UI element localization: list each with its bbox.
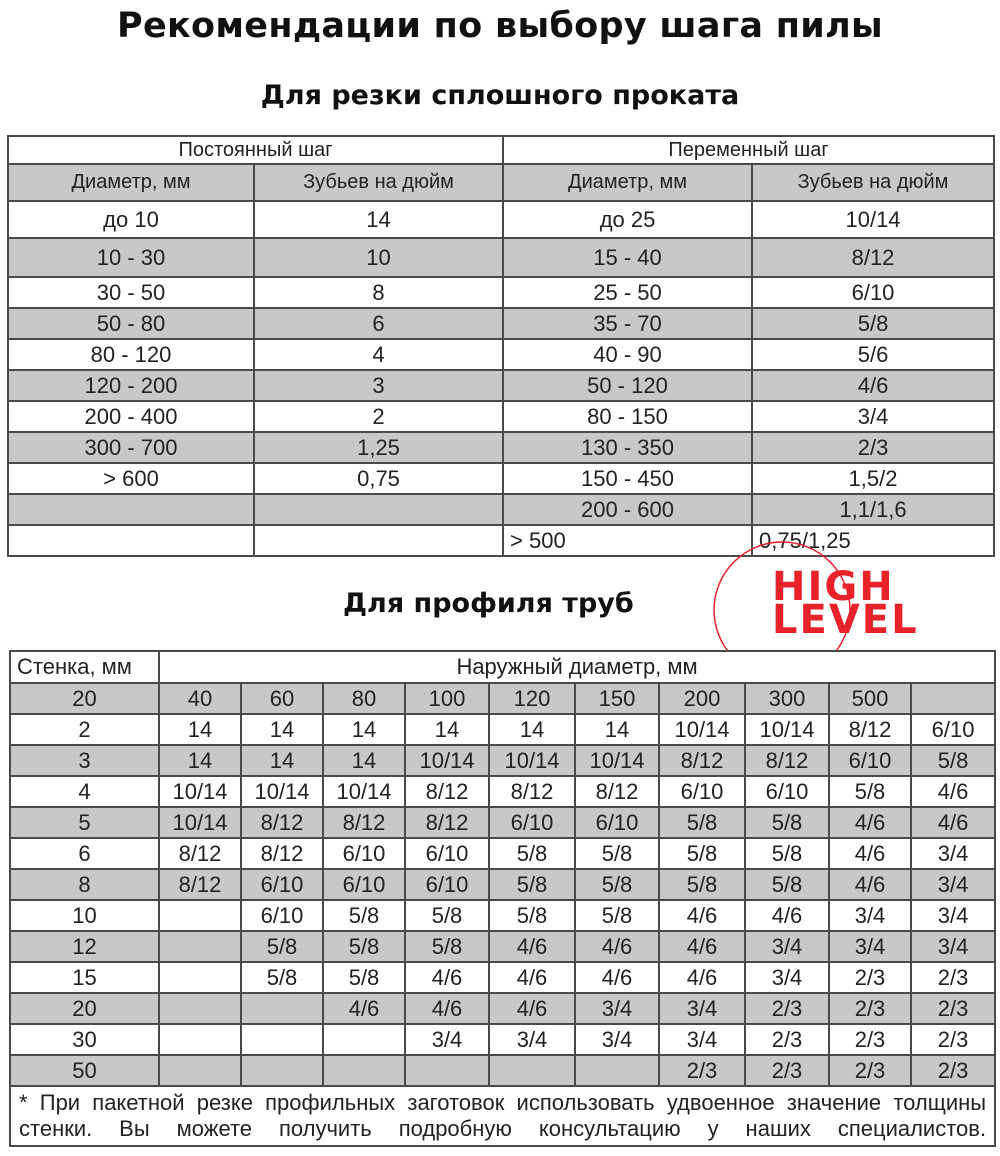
table-row [10, 745, 995, 776]
tpi-cell: 5/8 [659, 869, 745, 900]
tpi-cell: 8/12 [745, 745, 829, 776]
table-row [8, 308, 994, 339]
tpi-cell: 4/6 [829, 869, 911, 900]
tpi-cell: 8/12 [659, 745, 745, 776]
outer-diameter-header: Наружный диаметр, мм [159, 651, 995, 683]
tpi-cell [241, 1024, 323, 1055]
tpi-cell: 4/6 [659, 900, 745, 931]
tpi-cell: 3/4 [659, 1024, 745, 1055]
diameter-header-cell: 40 [159, 683, 241, 714]
tpi-cell: 2/3 [745, 1024, 829, 1055]
tpi-cell: 2/3 [752, 432, 994, 463]
tpi-cell [159, 1024, 241, 1055]
table-row [8, 201, 994, 238]
table-row [10, 776, 995, 807]
diameter-header-cell: 200 [659, 683, 745, 714]
tpi-cell [159, 993, 241, 1024]
tpi-cell: 14 [323, 745, 405, 776]
tpi-cell: 3/4 [911, 900, 995, 931]
tpi-cell: 5/8 [241, 931, 323, 962]
tpi-cell: 2/3 [745, 1055, 829, 1086]
tube-section-title: Для профиля труб [343, 588, 634, 619]
diameter-cell: 50 - 80 [8, 308, 254, 339]
wall-cell: 10 [10, 900, 159, 931]
tpi-cell: 3/4 [911, 931, 995, 962]
tpi-cell: 14 [323, 714, 405, 745]
tpi-cell: 8/12 [829, 714, 911, 745]
tpi-cell: 2/3 [745, 993, 829, 1024]
tpi-cell [159, 962, 241, 993]
tpi-cell: 1,1/1,6 [752, 494, 994, 525]
tpi-cell: 8 [254, 277, 503, 308]
wall-thickness-header: Стенка, мм [10, 651, 159, 683]
page-title: Рекомендации по выбору шага пилы [117, 6, 883, 46]
tpi-cell: 10/14 [405, 745, 489, 776]
tpi-cell: 5/8 [745, 807, 829, 838]
wall-cell: 8 [10, 869, 159, 900]
tpi-cell: 4/6 [405, 993, 489, 1024]
tpi-cell: 3/4 [575, 993, 659, 1024]
tpi-cell: 2/3 [911, 1055, 995, 1086]
tpi-cell: 4/6 [745, 900, 829, 931]
tpi-cell: 10/14 [575, 745, 659, 776]
diameter-cell: 40 - 90 [503, 339, 752, 370]
table-row [8, 463, 994, 494]
tpi-cell [254, 525, 503, 556]
tpi-cell: 14 [159, 745, 241, 776]
tpi-cell: 14 [241, 745, 323, 776]
table-row [8, 339, 994, 370]
tpi-cell: 5/8 [745, 869, 829, 900]
wall-cell: 3 [10, 745, 159, 776]
col-teeth-per-inch: Зубьев на дюйм [254, 164, 503, 201]
tpi-cell: 8/12 [241, 807, 323, 838]
tpi-cell: 5/8 [575, 869, 659, 900]
tpi-cell: 4/6 [575, 962, 659, 993]
table-row [10, 962, 995, 993]
tpi-cell: 5/8 [489, 900, 575, 931]
tpi-cell: 5/8 [752, 308, 994, 339]
tpi-cell: 8/12 [159, 869, 241, 900]
tpi-cell [241, 993, 323, 1024]
diameter-cell: 120 - 200 [8, 370, 254, 401]
tpi-cell: 2/3 [911, 962, 995, 993]
diameter-cell: 150 - 450 [503, 463, 752, 494]
var-pitch-header: Переменный шаг [503, 136, 994, 164]
table-row [10, 838, 995, 869]
diameter-header-row [10, 683, 995, 714]
tpi-cell: 5/8 [241, 962, 323, 993]
tpi-cell [159, 900, 241, 931]
tpi-cell: 2/3 [829, 993, 911, 1024]
tpi-cell: 10 [254, 238, 503, 277]
tpi-cell: 6 [254, 308, 503, 339]
tpi-cell: 6/10 [659, 776, 745, 807]
tpi-cell: 5/8 [659, 838, 745, 869]
tpi-cell: 0,75 [254, 463, 503, 494]
tpi-cell: 3/4 [575, 1024, 659, 1055]
tube-profile-table [9, 650, 996, 1147]
tpi-cell: 8/12 [241, 838, 323, 869]
tpi-cell: 6/10 [241, 900, 323, 931]
tpi-cell: 3/4 [911, 838, 995, 869]
table-row [10, 1055, 995, 1086]
tpi-cell: 6/10 [241, 869, 323, 900]
tpi-cell: 5/8 [323, 962, 405, 993]
tpi-cell: 6/10 [575, 807, 659, 838]
diameter-cell: 50 - 120 [503, 370, 752, 401]
tpi-cell: 3 [254, 370, 503, 401]
logo-line1: HIGH [772, 564, 895, 610]
tpi-cell: 5/8 [659, 807, 745, 838]
diameter-cell: 30 - 50 [8, 277, 254, 308]
tpi-cell: 4/6 [323, 993, 405, 1024]
diameter-cell: 80 - 150 [503, 401, 752, 432]
diameter-header-cell: 60 [241, 683, 323, 714]
tpi-cell: 4/6 [829, 838, 911, 869]
tpi-cell: 10/14 [752, 201, 994, 238]
tpi-cell: 14 [405, 714, 489, 745]
tpi-cell: 3/4 [911, 869, 995, 900]
tpi-cell [323, 1024, 405, 1055]
diameter-cell: 10 - 30 [8, 238, 254, 277]
tpi-cell: 6/10 [405, 838, 489, 869]
wall-cell: 12 [10, 931, 159, 962]
tpi-cell: 10/14 [241, 776, 323, 807]
table-row [10, 993, 995, 1024]
tpi-cell: 5/8 [489, 838, 575, 869]
diameter-cell: 80 - 120 [8, 339, 254, 370]
tpi-cell [159, 931, 241, 962]
diameter-cell: > 600 [8, 463, 254, 494]
table-row [10, 1024, 995, 1055]
tpi-cell: 6/10 [323, 869, 405, 900]
diameter-header-cell: 80 [323, 683, 405, 714]
diameter-header-cell: 100 [405, 683, 489, 714]
table-row [10, 807, 995, 838]
diameter-cell: 200 - 400 [8, 401, 254, 432]
tpi-cell: 14 [575, 714, 659, 745]
tpi-cell: 3/4 [829, 931, 911, 962]
wall-cell: 20 [10, 993, 159, 1024]
tpi-cell: 6/10 [405, 869, 489, 900]
tpi-cell: 4/6 [405, 962, 489, 993]
diameter-header-cell [911, 683, 995, 714]
tpi-cell: 4/6 [489, 993, 575, 1024]
tpi-cell: 4/6 [911, 776, 995, 807]
diameter-header-cell: 20 [10, 683, 159, 714]
tpi-cell: 5/8 [489, 869, 575, 900]
diameter-cell: 200 - 600 [503, 494, 752, 525]
solid-section-title: Для резки сплошного проката [260, 80, 740, 111]
table-row [8, 370, 994, 401]
diameter-cell: 35 - 70 [503, 308, 752, 339]
tpi-cell [489, 1055, 575, 1086]
tpi-cell: 6/10 [911, 714, 995, 745]
wall-cell: 4 [10, 776, 159, 807]
solid-stock-table [7, 135, 995, 557]
diameter-cell: 300 - 700 [8, 432, 254, 463]
diameter-header-cell: 300 [745, 683, 829, 714]
tpi-cell: 10/14 [489, 745, 575, 776]
tpi-cell: 10/14 [323, 776, 405, 807]
tpi-cell: 14 [159, 714, 241, 745]
tpi-cell: 8/12 [405, 776, 489, 807]
tpi-cell: 4/6 [911, 807, 995, 838]
diameter-cell: > 500 [503, 525, 752, 556]
table-row [10, 900, 995, 931]
wall-cell: 2 [10, 714, 159, 745]
col-diameter: Диаметр, мм [8, 164, 254, 201]
tpi-cell: 2/3 [829, 962, 911, 993]
diameter-cell: 25 - 50 [503, 277, 752, 308]
tpi-cell: 5/8 [829, 776, 911, 807]
tpi-cell: 3/4 [745, 931, 829, 962]
tpi-cell: 6/10 [489, 807, 575, 838]
tpi-cell [241, 1055, 323, 1086]
diameter-header-cell: 500 [829, 683, 911, 714]
tpi-cell: 3/4 [659, 993, 745, 1024]
tpi-cell: 2/3 [829, 1055, 911, 1086]
tpi-cell: 10/14 [159, 807, 241, 838]
tpi-cell: 3/4 [829, 900, 911, 931]
tpi-cell: 2/3 [911, 993, 995, 1024]
footnote: * При пакетной резке профильных заготовок использовать удвоенное значение толщины стенки. Вы можете получить подробную консультацию у наших специалистов. [10, 1086, 995, 1146]
tpi-cell: 4 [254, 339, 503, 370]
tpi-cell: 8/12 [405, 807, 489, 838]
diameter-header-cell: 120 [489, 683, 575, 714]
tpi-cell: 3/4 [489, 1024, 575, 1055]
wall-cell: 6 [10, 838, 159, 869]
tpi-cell: 10/14 [745, 714, 829, 745]
logo-line2: LEVEL [772, 597, 919, 643]
tpi-cell: 8/12 [752, 238, 994, 277]
table-row [8, 238, 994, 277]
tpi-cell: 4/6 [659, 962, 745, 993]
tpi-cell [159, 1055, 241, 1086]
diameter-header-cell: 150 [575, 683, 659, 714]
tpi-cell: 3/4 [752, 401, 994, 432]
const-pitch-header: Постоянный шаг [8, 136, 503, 164]
tpi-cell: 8/12 [575, 776, 659, 807]
tpi-cell: 5/8 [745, 838, 829, 869]
diameter-cell: 15 - 40 [503, 238, 752, 277]
tpi-cell: 4/6 [575, 931, 659, 962]
tpi-cell: 5/8 [575, 838, 659, 869]
wall-cell: 30 [10, 1024, 159, 1055]
wall-cell: 50 [10, 1055, 159, 1086]
tpi-cell: 3/4 [405, 1024, 489, 1055]
tpi-cell: 8/12 [159, 838, 241, 869]
tpi-cell: 8/12 [323, 807, 405, 838]
tpi-cell: 3/4 [745, 962, 829, 993]
high-level-logo [710, 538, 1000, 668]
table-row [8, 401, 994, 432]
tpi-cell [405, 1055, 489, 1086]
table-row [10, 931, 995, 962]
wall-cell: 15 [10, 962, 159, 993]
tpi-cell: 5/8 [323, 900, 405, 931]
tpi-cell: 5/8 [323, 931, 405, 962]
tpi-cell: 6/10 [829, 745, 911, 776]
tpi-cell: 0,75/1,25 [752, 525, 994, 556]
tpi-cell: 2/3 [911, 1024, 995, 1055]
table-row [8, 494, 994, 525]
col-diameter: Диаметр, мм [503, 164, 752, 201]
diameter-cell [8, 525, 254, 556]
diameter-cell [8, 494, 254, 525]
table-row [10, 714, 995, 745]
tpi-cell: 6/10 [323, 838, 405, 869]
tpi-cell: 14 [241, 714, 323, 745]
tpi-cell: 2/3 [829, 1024, 911, 1055]
tpi-cell [254, 494, 503, 525]
tpi-cell: 2/3 [659, 1055, 745, 1086]
tpi-cell: 8/12 [489, 776, 575, 807]
diameter-cell: 130 - 350 [503, 432, 752, 463]
tpi-cell: 2 [254, 401, 503, 432]
wall-cell: 5 [10, 807, 159, 838]
tpi-cell: 4/6 [659, 931, 745, 962]
tpi-cell [323, 1055, 405, 1086]
diameter-cell: до 25 [503, 201, 752, 238]
diameter-cell: до 10 [8, 201, 254, 238]
table-row [8, 432, 994, 463]
tpi-cell: 10/14 [159, 776, 241, 807]
tpi-cell: 4/6 [489, 962, 575, 993]
tpi-cell: 4/6 [829, 807, 911, 838]
tpi-cell: 4/6 [752, 370, 994, 401]
tpi-cell: 1,5/2 [752, 463, 994, 494]
tpi-cell: 5/6 [752, 339, 994, 370]
tpi-cell: 5/8 [405, 900, 489, 931]
tpi-cell [575, 1055, 659, 1086]
table-row [8, 277, 994, 308]
tpi-cell: 5/8 [405, 931, 489, 962]
tpi-cell: 14 [489, 714, 575, 745]
col-teeth-per-inch: Зубьев на дюйм [752, 164, 994, 201]
tpi-cell: 6/10 [752, 277, 994, 308]
tpi-cell: 6/10 [745, 776, 829, 807]
tpi-cell: 5/8 [911, 745, 995, 776]
tpi-cell: 4/6 [489, 931, 575, 962]
table-row [10, 869, 995, 900]
tpi-cell: 10/14 [659, 714, 745, 745]
tpi-cell: 14 [254, 201, 503, 238]
tpi-cell: 1,25 [254, 432, 503, 463]
tpi-cell: 5/8 [575, 900, 659, 931]
